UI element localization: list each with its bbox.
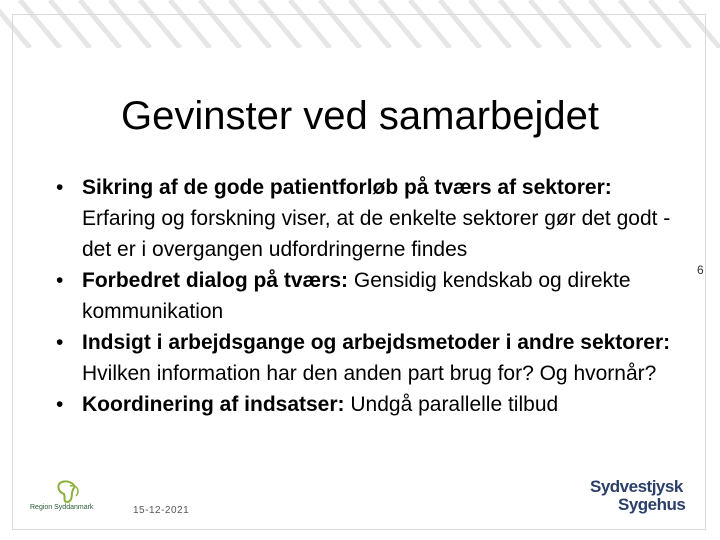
bullet-item: [52, 327, 672, 389]
footer-date: 15-12-2021: [133, 505, 190, 516]
bullet-list: [52, 172, 672, 420]
bullet-item: [52, 389, 672, 420]
region-logo-text: Region Syddanmark: [30, 504, 94, 511]
bullet-dot-icon: •: [56, 393, 64, 416]
bullet-dot-icon: •: [56, 269, 64, 292]
slide-title: Gevinster ved samarbejdet: [120, 94, 599, 138]
logo-line-2: Sygehus: [618, 495, 686, 514]
bullet-heading: Koordinering af indsatser:: [82, 393, 345, 416]
bullet-text: Undgå parallelle tilbud: [344, 393, 559, 416]
bullet-text: Hvilken information har den anden part brug for? Og hvornår?: [82, 362, 657, 385]
sydvestjysk-sygehus-logo: [590, 478, 700, 522]
bullet-text: Gensidig kendskab og direkte kommunikation: [82, 269, 631, 323]
bullet-text: Erfaring og forskning viser, at de enkelte sektorer gør det godt - det er i overgangen udfordringerne findes: [82, 207, 671, 261]
region-syddanmark-logo: [26, 478, 106, 518]
bullet-item: [52, 172, 672, 265]
bullet-heading: Forbedret dialog på tværs:: [82, 269, 349, 292]
slide-number: 6: [697, 263, 704, 277]
bullet-heading: Sikring af de gode patientforløb på tværs af sektorer:: [82, 176, 612, 199]
region-logo-icon: [26, 478, 106, 506]
logo-line-1: Sydvestjysk: [590, 477, 683, 496]
bullet-dot-icon: •: [56, 176, 64, 199]
bullet-item: [52, 265, 672, 327]
bullet-heading: Indsigt i arbejdsgange og arbejdsmetoder i andre sektorer:: [82, 331, 671, 354]
bullet-dot-icon: •: [56, 331, 64, 354]
